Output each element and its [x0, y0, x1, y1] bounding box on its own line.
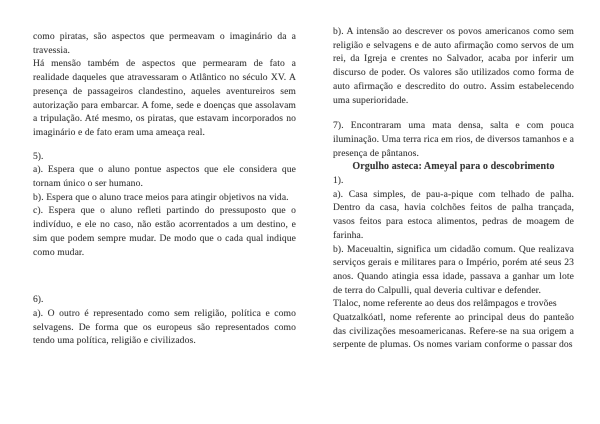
paragraph: Há mensão também de aspectos que permearam de fato a realidade daqueles que atravessaram o Atlântico no século XV. A presença de passageiros clandestino, aqueles aventureiros sem autorização para embarcar. A fome, sede e doenças que assolavam a tripulação. Até mesmo, os piratas, que estavam incorporados no imaginário e de fato eram uma ameaça real.: [33, 58, 296, 138]
paragraph: b). A intensão ao descrever os povos americanos como sem religião e selvagens e de auto afirmação como servos de um rei, da Igreja e crentes no Salvador, acaba por inferir um discurso de poder. Os valores são utilizados como forma de auto afirmação e descredito do outro. Assim estabelecendo uma superioridade.: [333, 26, 574, 106]
paragraph: 7). Encontraram uma mata densa, salta e com pouca iluminação. Uma terra rica em rios, de diversos tamanhos e a presença de pântanos.: [333, 120, 574, 159]
right-column: [333, 0, 574, 352]
list-item: b). Espera que o aluno trace meios para atingir objetivos na vida.: [33, 191, 289, 203]
paragraph: Tlaloc, nome referente ao deus dos relâmpagos e trovões: [333, 298, 557, 310]
section-heading: Orgulho asteca: Ameyal para o descobrimento: [352, 161, 555, 173]
paragraph: como piratas, são aspectos que permeavam o imaginário da a travessia.: [33, 31, 296, 56]
list-item: a). Espera que o aluno pontue aspectos que ele considera que tornam único o ser humano.: [33, 164, 296, 190]
list-item: c). Espera que o aluno refleti partindo do pressuposto que o indivíduo, e ele no caso, não estão acorrentados a um destino, e sim que podem sempre mudar. De modo que o cada qual indique como mudar.: [33, 205, 296, 258]
list-item: a). Casa simples, de pau-a-pique com telhado de palha. Dentro da casa, havia colchões feitos de palha trançada, vasos feitos para estoca alimentos, pedras de moagem de farinha.: [333, 188, 574, 241]
list-item-number: 6).: [33, 294, 44, 306]
list-item-number: 1).: [333, 175, 344, 187]
list-item-number: 5).: [33, 150, 44, 162]
paragraph: Quatzalkóatl, nome referente ao principal deus do panteão das civilizações mesoamericanas. Refere-se na sua origem a serpente de plumas. Os nomes variam conforme o passar dos: [333, 312, 574, 351]
left-column: [33, 0, 296, 348]
list-item: a). O outro é representado como sem religião, política e como selvagens. De forma que os europeus são representados como tendo uma política, religião e civilizados.: [33, 307, 296, 347]
list-item: b). Maceualtin, significa um cidadão comum. Que realizava serviços gerais e militares para o Império, porém até seus 23 anos. Quando atingia essa idade, passava a ganhar um lote de terra do Calpulli, qual deveria cultivar e defender.: [333, 243, 574, 296]
